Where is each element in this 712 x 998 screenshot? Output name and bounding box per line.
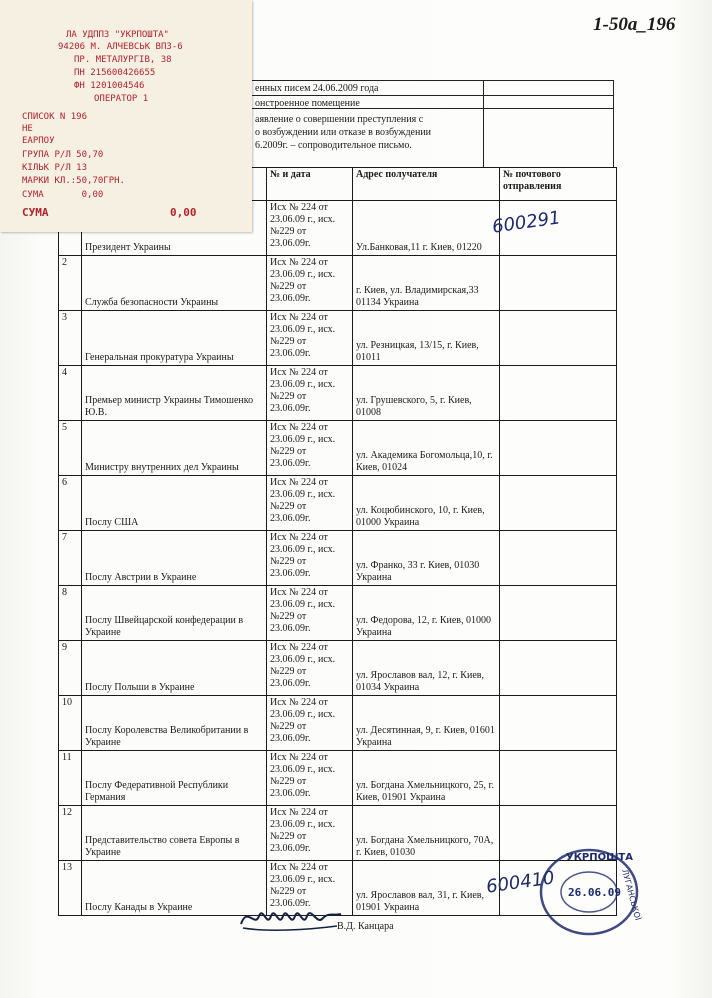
outgoing-reference: Исх № 224 от 23.06.09 г., исх. №229 от 23.06.09г.	[267, 531, 353, 586]
stamp-date: 26.06.09	[568, 886, 621, 899]
header-room: онстроенное помещение	[255, 98, 360, 109]
row-number: 9	[59, 641, 82, 696]
receipt-total-value: 0,00	[170, 206, 197, 219]
recipient-address: ул. Грушевского, 5, г. Киев, 01008	[353, 366, 500, 421]
recipient-name: Послу Федеративной Республики Германия	[82, 751, 267, 806]
recipient-name: Министру внутренних дел Украины	[82, 421, 267, 476]
outgoing-reference: Исх № 224 от 23.06.09 г., исх. №229 от 23.06.09г.	[267, 256, 353, 311]
outgoing-reference: Исх № 224 от 23.06.09 г., исх. №229 от 23.06.09г.	[267, 476, 353, 531]
recipient-address: ул. Богдана Хмельницкого, 70А, г. Киев, 01030	[353, 806, 500, 861]
outgoing-reference: Исх № 224 от 23.06.09 г., исх. №229 от 23.06.09г.	[267, 586, 353, 641]
receipt-line-12: МАРКИ КЛ.:50,70ГРН.	[22, 176, 125, 186]
table-row	[59, 751, 617, 806]
header-body-line-2: о возбуждении или отказе в возбуждении	[255, 127, 432, 138]
recipient-address: ул. Десятинная, 9, г. Киев, 01601 Украина	[353, 696, 500, 751]
header-empty-cell-3	[483, 108, 614, 168]
header-body-line-1: аявление о совершении преступления с	[255, 114, 424, 125]
recipient-name: Послу Польши в Украине	[82, 641, 267, 696]
outgoing-reference: Исх № 224 от 23.06.09 г., исх. №229 от 23.06.09г.	[267, 696, 353, 751]
col-header-post-number: № почтового отправления	[500, 168, 617, 201]
outgoing-reference: Исх № 224 от 23.06.09 г., исх. №229 от 23.06.09г.	[267, 751, 353, 806]
page-number-handwritten: 1-50а_196	[593, 14, 676, 35]
post-number-cell	[500, 751, 617, 806]
table-row	[59, 641, 617, 696]
post-number-cell	[500, 476, 617, 531]
receipt-line-10: ГРУПА Р/Л 50,70	[22, 150, 104, 160]
post-number-cell	[500, 696, 617, 751]
receipt-line-6: ОПЕРАТОР 1	[94, 94, 149, 104]
header-title-cell	[250, 80, 484, 96]
receipt-line-7: СПИСОК N 196	[22, 112, 88, 122]
signer-name: В.Д. Канцара	[337, 921, 394, 932]
stamp-top-text: УКРПОШТА	[566, 852, 633, 863]
recipient-name: Послу Австрии в Украине	[82, 531, 267, 586]
recipient-address: ул. Франко, 33 г. Киев, 01030 Украина	[353, 531, 500, 586]
mail-register-table	[58, 167, 617, 916]
row-number: 3	[59, 311, 82, 366]
header-empty-cell	[483, 80, 614, 96]
row-number: 12	[59, 806, 82, 861]
post-number-cell	[500, 256, 617, 311]
receipt-line-9: ЕАРПОУ	[22, 136, 55, 146]
recipient-address: ул. Федорова, 12, г. Киев, 01000 Украина	[353, 586, 500, 641]
signature-icon	[237, 898, 345, 938]
receipt-line-5: ФН 1201004546	[74, 81, 145, 91]
handwritten-post-number-1: 600291	[490, 207, 562, 238]
post-office-stamp-icon	[536, 846, 642, 938]
row-number: 8	[59, 586, 82, 641]
recipient-name: Генеральная прокуратура Украины	[82, 311, 267, 366]
header-body-line-3: 6.2009г. – сопроводительное письмо.	[255, 140, 412, 151]
recipient-name: Представительство совета Европы в Украине	[82, 806, 267, 861]
receipt-line-8: НЕ	[22, 124, 33, 134]
outgoing-reference: Исх № 224 от 23.06.09 г., исх. №229 от 23.06.09г.	[267, 641, 353, 696]
recipient-address: ул. Ярославов вал, 31, г. Киев, 01901 Украина	[353, 861, 500, 916]
recipient-address: ул. Резницкая, 13/15, г. Киев, 01011	[353, 311, 500, 366]
table-row	[59, 586, 617, 641]
row-number: 11	[59, 751, 82, 806]
recipient-name: Послу Швейцарской конфедерации в Украине	[82, 586, 267, 641]
recipient-address: ул. Коцюбинского, 10, г. Киев, 01000 Украина	[353, 476, 500, 531]
header-body-cell	[250, 108, 484, 168]
row-number: 4	[59, 366, 82, 421]
row-number: 2	[59, 256, 82, 311]
table-row	[59, 421, 617, 476]
col-header-ref: № и дата	[267, 168, 353, 201]
table-row	[59, 366, 617, 421]
header-title: енных писем 24.06.2009 года	[255, 83, 379, 94]
table-row	[59, 256, 617, 311]
row-number: 5	[59, 421, 82, 476]
receipt-line-13: СУМА 0,00	[22, 190, 104, 200]
row-number: 6	[59, 476, 82, 531]
handwritten-post-number-2: 600410	[484, 867, 556, 898]
table-row	[59, 476, 617, 531]
outgoing-reference: Исх № 224 от 23.06.09 г., исх. №229 от 23.06.09г.	[267, 366, 353, 421]
table-row	[59, 696, 617, 751]
table-row	[59, 806, 617, 861]
stamp-side-text: ЛУГАНСЬКОЇ	[620, 868, 642, 922]
recipient-name: Послу Канады в Украине	[82, 861, 267, 916]
row-number: 10	[59, 696, 82, 751]
post-number-cell	[500, 531, 617, 586]
outgoing-reference: Исх № 224 от 23.06.09 г., исх. №229 от 23.06.09г.	[267, 806, 353, 861]
recipient-address: г. Киев, ул. Владимирская,33 01134 Украина	[353, 256, 500, 311]
col-header-address: Адрес получателя	[353, 168, 500, 201]
receipt-line-11: КІЛЬК Р/Л 13	[22, 163, 88, 173]
receipt-line-2: 94206 М. АЛЧЕВСЬК ВПЗ-6	[58, 42, 183, 52]
recipient-address: ул. Академика Богомольца,10, г. Киев, 01024	[353, 421, 500, 476]
receipt-line-4: ПН 215600426655	[74, 68, 156, 78]
recipient-name: Президент Украины	[82, 201, 267, 256]
outgoing-reference: Исх № 224 от 23.06.09 г., исх. №229 от 23.06.09г.	[267, 421, 353, 476]
post-number-cell	[500, 641, 617, 696]
outgoing-reference: Исх № 224 от 23.06.09 г., исх. №229 от 23.06.09г.	[267, 861, 353, 916]
recipient-name: Послу США	[82, 476, 267, 531]
cash-receipt	[0, 0, 252, 232]
row-number: 7	[59, 531, 82, 586]
receipt-total-label: СУМА	[22, 206, 49, 219]
recipient-name: Премьер министр Украины Тимошенко Ю.В.	[82, 366, 267, 421]
post-number-cell	[500, 366, 617, 421]
recipient-name: Служба безопасности Украины	[82, 256, 267, 311]
post-number-cell	[500, 586, 617, 641]
outgoing-reference: Исх № 224 от 23.06.09 г., исх. №229 от 23.06.09г.	[267, 311, 353, 366]
receipt-line-3: ПР. МЕТАЛУРГІВ, 38	[74, 55, 172, 65]
post-number-cell	[500, 311, 617, 366]
recipient-address: ул. Богдана Хмельницкого, 25, г. Киев, 01901 Украина	[353, 751, 500, 806]
table-row	[59, 531, 617, 586]
recipient-address: Ул.Банковая,11 г. Киев, 01220	[353, 201, 500, 256]
header-empty-cell-2	[483, 95, 614, 109]
recipient-name: Послу Королевства Великобритании в Украине	[82, 696, 267, 751]
outgoing-reference: Исх № 224 от 23.06.09 г., исх. №229 от 23.06.09г.	[267, 201, 353, 256]
table-row	[59, 311, 617, 366]
receipt-line-1: ЛА УДППЗ "УКРПОШТА"	[66, 30, 169, 40]
post-number-cell	[500, 421, 617, 476]
header-room-cell	[250, 95, 484, 109]
row-number: 13	[59, 861, 82, 916]
recipient-address: ул. Ярославов вал, 12, г. Киев, 01034 Украина	[353, 641, 500, 696]
